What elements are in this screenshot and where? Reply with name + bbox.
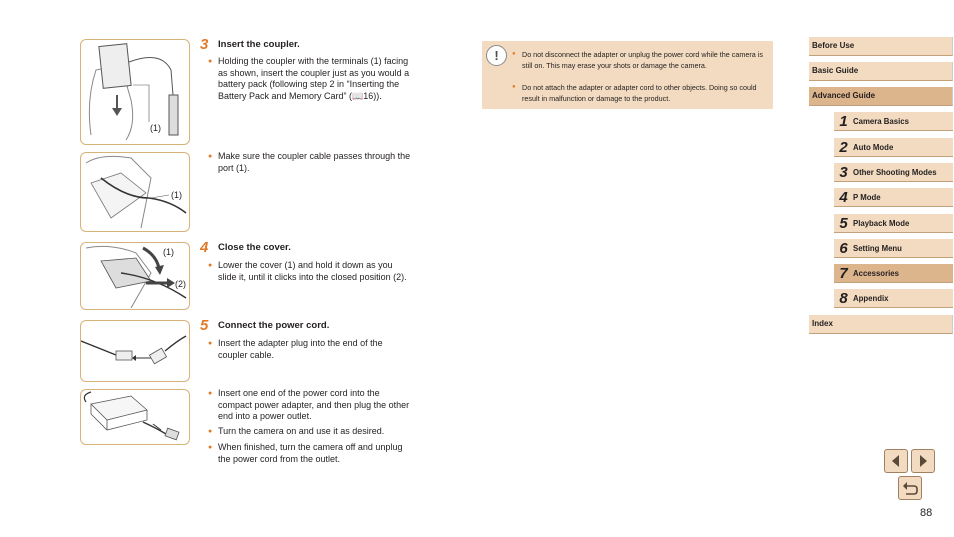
step-number: 4 — [200, 239, 209, 256]
nav-advanced-guide[interactable]: Advanced Guide — [809, 87, 953, 106]
chapter-label: Auto Mode — [853, 142, 894, 152]
nav-before-use[interactable]: Before Use — [809, 37, 953, 56]
nav-chapter-setting-menu[interactable] — [834, 239, 953, 258]
nav-chapter-camera-basics[interactable] — [834, 112, 953, 131]
nav-index[interactable]: Index — [809, 315, 953, 334]
nav-chapter-other-shooting-modes[interactable] — [834, 163, 953, 182]
chapter-number: 6 — [839, 239, 848, 257]
caution-icon: ! — [486, 45, 507, 66]
step-title: Connect the power cord. — [218, 320, 330, 331]
return-button[interactable] — [898, 476, 922, 500]
callout-label: (2) — [175, 279, 186, 289]
caution-box — [482, 41, 773, 109]
illustration-adapter-plug — [80, 320, 190, 382]
step-number: 5 — [200, 317, 209, 334]
return-icon — [899, 477, 921, 499]
step-5-heading — [200, 317, 329, 334]
illustration-close-cover — [80, 242, 190, 310]
nav-basic-guide[interactable]: Basic Guide — [809, 62, 953, 81]
instruction-bullet: ● Turn the camera on and use it as desired. — [208, 426, 413, 438]
step-4-heading — [200, 239, 291, 256]
callout-label: (1) — [171, 190, 182, 200]
chapter-label: Accessories — [853, 268, 899, 278]
instruction-bullet: ● Make sure the coupler cable passes through the port (1). — [208, 151, 413, 174]
chapter-number: 2 — [839, 138, 848, 156]
chapter-number: 7 — [839, 264, 848, 282]
coupler-insert-drawing — [81, 40, 189, 144]
chapter-label: P Mode — [853, 192, 881, 202]
callout-label: (1) — [150, 123, 161, 133]
callout-label: (1) — [163, 247, 174, 257]
illustration-cable-port — [80, 152, 190, 232]
nav-chapter-playback-mode[interactable] — [834, 214, 953, 233]
chapter-number: 5 — [839, 214, 848, 232]
nav-chapter-accessories[interactable] — [834, 264, 953, 283]
step-title: Insert the coupler. — [218, 39, 300, 50]
next-page-button[interactable] — [911, 449, 935, 473]
previous-page-button[interactable] — [884, 449, 908, 473]
step-3-heading — [200, 36, 300, 53]
illustration-power-adapter — [80, 389, 190, 445]
chapter-number: 8 — [839, 289, 848, 307]
power-adapter-drawing — [81, 390, 189, 444]
arrow-left-icon — [885, 450, 907, 472]
chapter-label: Setting Menu — [853, 243, 902, 253]
step-number: 3 — [200, 36, 209, 53]
instruction-bullet: ● Holding the coupler with the terminals (1) facing as shown, insert the coupler just as you would a battery pack (following step 2 in “Inserting the Battery Pack and Memory Card” (📖16)). — [208, 56, 413, 102]
nav-chapter-p-mode[interactable] — [834, 188, 953, 207]
chapter-number: 4 — [839, 188, 848, 206]
instruction-bullet: ● When finished, turn the camera off and unplug the power cord from the outlet. — [208, 442, 413, 465]
instruction-bullet: ● Lower the cover (1) and hold it down as you slide it, until it clicks into the closed position (2). — [208, 260, 413, 283]
chapter-label: Camera Basics — [853, 116, 909, 126]
instruction-bullet: ● Insert one end of the power cord into the compact power adapter, and then plug the other end into a power outlet. — [208, 388, 413, 423]
adapter-plug-drawing — [81, 321, 189, 381]
chapter-number: 3 — [839, 163, 848, 181]
step-title: Close the cover. — [218, 242, 291, 253]
chapter-number: 1 — [839, 112, 848, 130]
chapter-label: Appendix — [853, 293, 889, 303]
nav-chapter-appendix[interactable] — [834, 289, 953, 308]
chapter-label: Other Shooting Modes — [853, 167, 937, 177]
instruction-bullet: ● Insert the adapter plug into the end of the coupler cable. — [208, 338, 413, 361]
nav-chapter-auto-mode[interactable] — [834, 138, 953, 157]
illustration-insert-coupler — [80, 39, 190, 145]
caution-item: ● Do not disconnect the adapter or unplug the power cord while the camera is still on. This may erase your shots or damage the camera. — [512, 49, 772, 71]
page-number: 88 — [920, 507, 933, 519]
caution-item: ● Do not attach the adapter or adapter cord to other objects. Doing so could result in malfunction or damage to the product. — [512, 82, 772, 104]
chapter-label: Playback Mode — [853, 218, 910, 228]
arrow-right-icon — [912, 450, 934, 472]
